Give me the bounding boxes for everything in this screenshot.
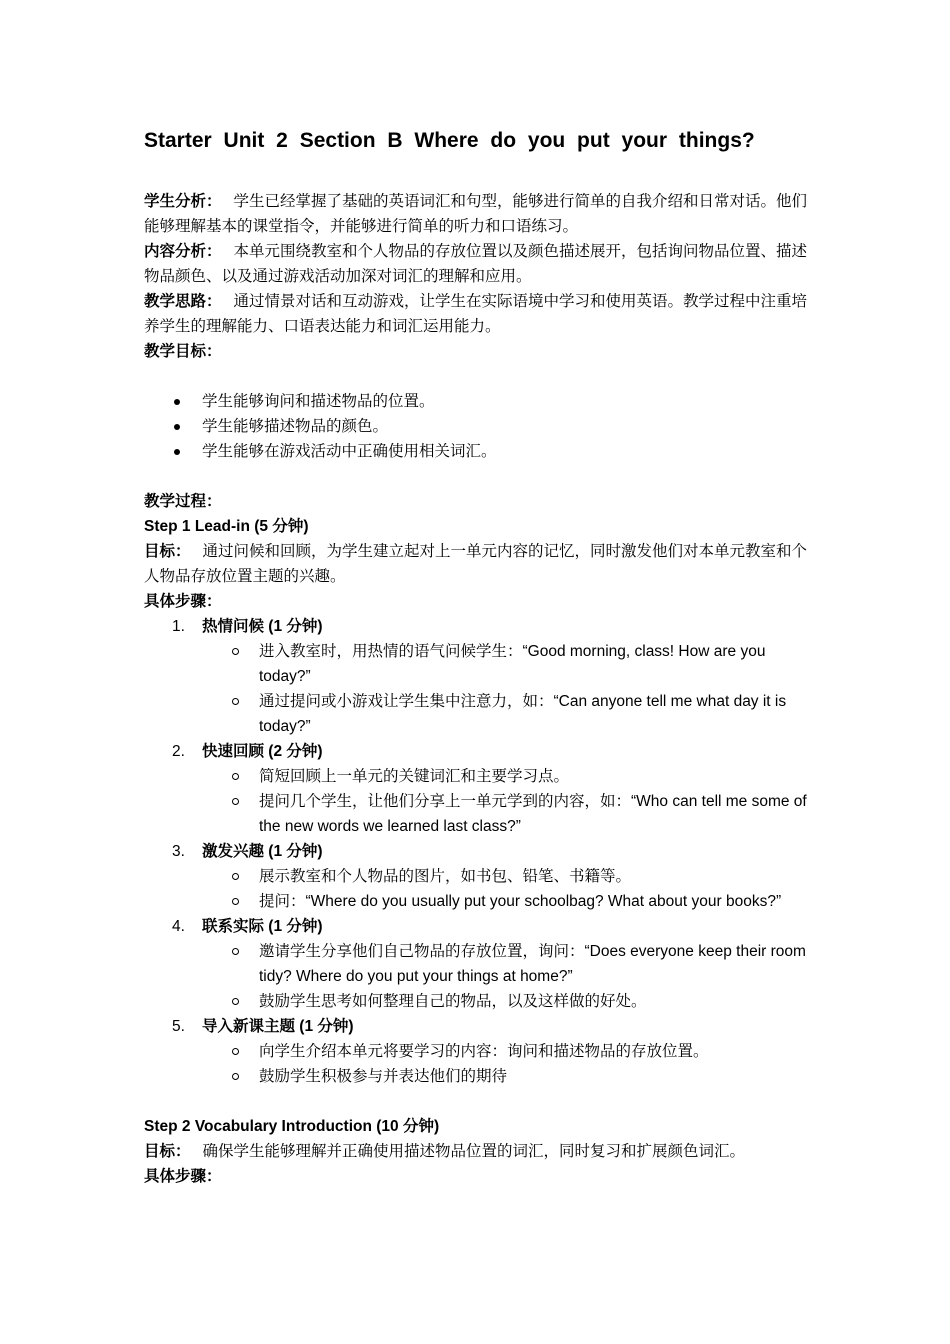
teaching-approach-text: 通过情景对话和互动游戏，让学生在实际语境中学习和使用英语。教学过程中注重培养学生的理解能力、口语表达能力和词汇运用能力。 — [144, 293, 808, 335]
student-analysis-paragraph — [144, 189, 812, 239]
step-item — [144, 1014, 812, 1089]
sub-item: 向学生介绍本单元将要学习的内容：询问和描述物品的存放位置。 — [202, 1039, 812, 1064]
document-content — [144, 126, 812, 1189]
objective-item: 学生能够描述物品的颜色。 — [144, 414, 812, 439]
step1-heading: Step 1 Lead-in (5 分钟) — [144, 518, 309, 535]
student-analysis-label: 学生分析： — [144, 193, 222, 210]
step-number: 5. — [172, 1018, 185, 1035]
content-analysis-text: 本单元围绕教室和个人物品的存放位置以及颜色描述展开，包括询问物品位置、描述物品颜色、以及通过游戏活动加深对词汇的理解和应用。 — [144, 243, 808, 285]
step-number: 2. — [172, 743, 185, 760]
step-title: 快速回顾 (2 分钟) — [202, 743, 323, 760]
sub-list — [202, 639, 812, 739]
sub-item: 提问几个学生，让他们分享上一单元学到的内容，如：“Who can tell me some of the new words we learned last class?” — [202, 789, 812, 839]
content-analysis-paragraph — [144, 239, 812, 289]
step-item — [144, 914, 812, 1014]
step-item — [144, 839, 812, 914]
objectives-list — [144, 389, 812, 464]
step-number: 3. — [172, 843, 185, 860]
sub-list — [202, 1039, 812, 1089]
content-analysis-label: 内容分析： — [144, 243, 222, 260]
step2-heading: Step 2 Vocabulary Introduction (10 分钟) — [144, 1118, 440, 1135]
objectives-label: 教学目标： — [144, 343, 222, 360]
student-analysis-text: 学生已经掌握了基础的英语词汇和句型，能够进行简单的自我介绍和日常对话。他们能够理解基本的课堂指令，并能够进行简单的听力和口语练习。 — [144, 193, 808, 235]
sub-item: 进入教室时，用热情的语气问候学生：“Good morning, class! How are you today?” — [202, 639, 812, 689]
sub-item: 鼓励学生思考如何整理自己的物品，以及这样做的好处。 — [202, 989, 812, 1014]
step-title: 联系实际 (1 分钟) — [202, 918, 323, 935]
step-title: 激发兴趣 (1 分钟) — [202, 843, 323, 860]
sub-item: 通过提问或小游戏让学生集中注意力，如：“Can anyone tell me what day it is today?” — [202, 689, 812, 739]
sub-list — [202, 939, 812, 1014]
step1-goal-paragraph — [144, 539, 812, 589]
teaching-approach-paragraph — [144, 289, 812, 339]
step1-steps-label: 具体步骤： — [144, 593, 222, 610]
step-title: 热情问候 (1 分钟) — [202, 618, 323, 635]
objective-item: 学生能够在游戏活动中正确使用相关词汇。 — [144, 439, 812, 464]
document-title: Starter Unit 2 Section B Where do you put your things? — [144, 129, 755, 152]
step2-steps-label: 具体步骤： — [144, 1168, 222, 1185]
step1-goal-text: 通过问候和回顾，为学生建立起对上一单元内容的记忆，同时激发他们对本单元教室和个人物品存放位置主题的兴趣。 — [144, 543, 808, 585]
sub-item: 邀请学生分享他们自己物品的存放位置，询问：“Does everyone keep their room tidy? Where do you put your things at home?” — [202, 939, 812, 989]
sub-list — [202, 864, 812, 914]
step1-goal-label: 目标： — [144, 543, 191, 560]
sub-list — [202, 764, 812, 839]
sub-item: 鼓励学生积极参与并表达他们的期待 — [202, 1064, 812, 1089]
objective-item: 学生能够询问和描述物品的位置。 — [144, 389, 812, 414]
process-label: 教学过程： — [144, 493, 222, 510]
sub-item: 简短回顾上一单元的关键词汇和主要学习点。 — [202, 764, 812, 789]
teaching-approach-label: 教学思路： — [144, 293, 222, 310]
step-number: 4. — [172, 918, 185, 935]
step-item — [144, 739, 812, 839]
step2-goal-label: 目标： — [144, 1143, 191, 1160]
step2-goal-paragraph — [144, 1139, 812, 1164]
sub-item: 提问：“Where do you usually put your schoolbag? What about your books?” — [202, 889, 812, 914]
step-title: 导入新课主题 (1 分钟) — [202, 1018, 354, 1035]
step-number: 1. — [172, 618, 185, 635]
step1-list — [144, 614, 812, 1089]
step2-goal-text: 确保学生能够理解并正确使用描述物品位置的词汇，同时复习和扩展颜色词汇。 — [202, 1143, 746, 1160]
sub-item: 展示教室和个人物品的图片，如书包、铅笔、书籍等。 — [202, 864, 812, 889]
step-item — [144, 614, 812, 739]
